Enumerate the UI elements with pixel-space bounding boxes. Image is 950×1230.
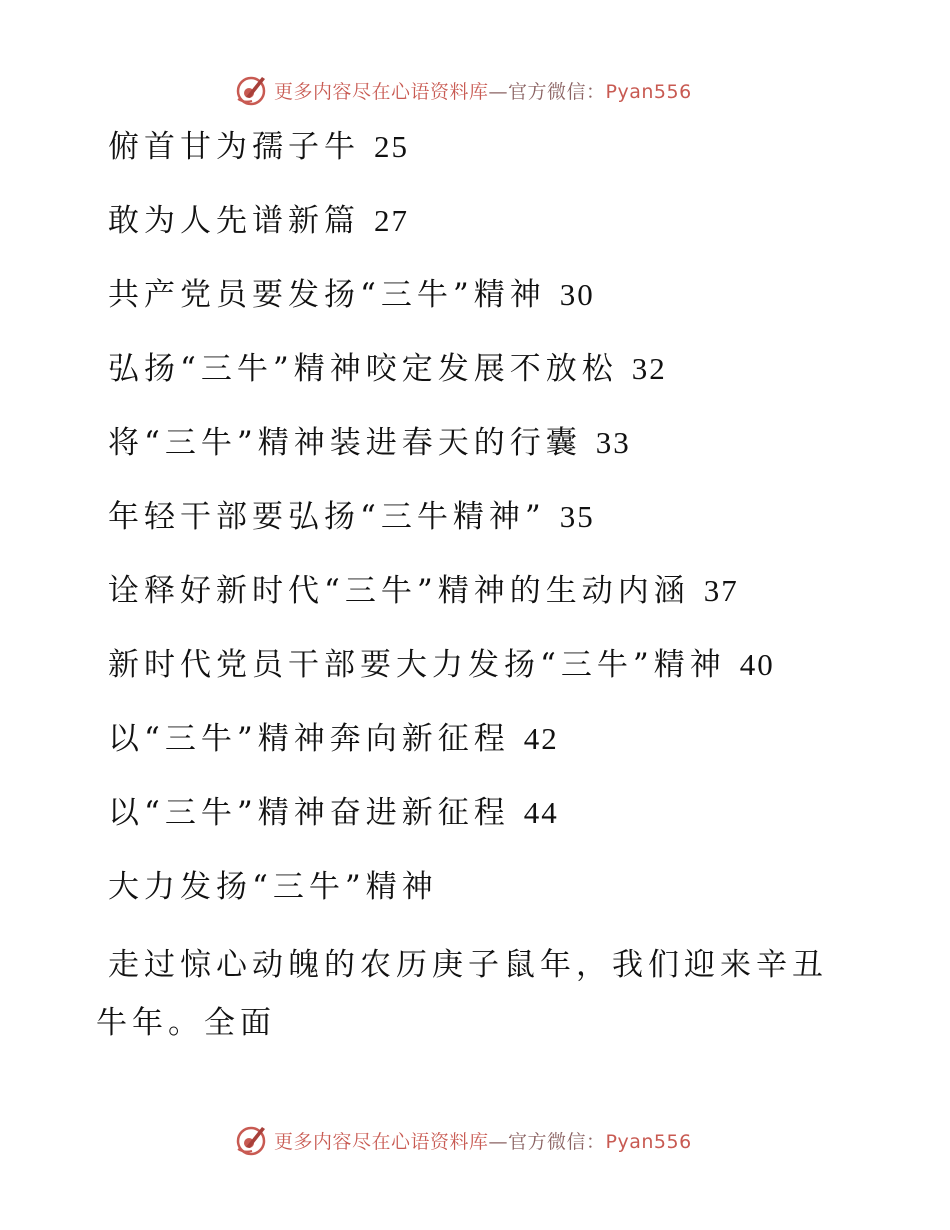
- toc-entry: [108, 786, 775, 860]
- toc-entry-page: 42: [523, 721, 559, 756]
- banner-dash: —: [488, 1130, 509, 1153]
- header-banner: [234, 72, 692, 108]
- banner-wechat-label: 官方微信：: [508, 80, 606, 103]
- toc-entry-title: 弘扬“三牛”精神咬定发展不放松: [108, 351, 618, 387]
- toc-entry-title: 共产党员要发扬“三牛”精神: [108, 277, 546, 313]
- toc-entry-title: 以“三牛”精神奋进新征程: [108, 795, 510, 831]
- toc-entry-page: 30: [559, 277, 595, 312]
- toc-entry: [108, 416, 775, 490]
- toc-entry-title: 年轻干部要弘扬“三牛精神”: [108, 499, 546, 535]
- toc-entry: [108, 638, 775, 712]
- toc-entry-page: 27: [374, 203, 409, 238]
- toc-entry-page: 32: [631, 351, 667, 386]
- toc-entry-page: 35: [559, 499, 595, 534]
- toc-entry: [108, 342, 775, 416]
- banner-dash: —: [488, 80, 509, 103]
- toc-entry-title: 将“三牛”精神装进春天的行囊: [108, 425, 582, 461]
- toc-entry-title: 敢为人先谱新篇: [108, 203, 360, 239]
- toc-entry: [108, 564, 775, 638]
- banner-site-name: 更多内容尽在心语资料库: [274, 80, 489, 103]
- toc-entry: [108, 490, 775, 564]
- banner-text: [274, 1127, 692, 1154]
- toc-entry: [108, 120, 775, 194]
- banner-site-name: 更多内容尽在心语资料库: [274, 1130, 489, 1153]
- table-of-contents: [108, 120, 775, 860]
- toc-entry-title: 新时代党员干部要大力发扬“三牛”精神: [108, 647, 726, 683]
- toc-entry-title: 诠释好新时代“三牛”精神的生动内涵: [108, 573, 690, 609]
- toc-entry: [108, 194, 775, 268]
- banner-wechat-id: Pyan556: [605, 80, 692, 103]
- toc-entry: [108, 268, 775, 342]
- banner-wechat-label: 官方微信：: [508, 1130, 606, 1153]
- toc-entry-title: 俯首甘为孺子牛: [108, 129, 360, 165]
- toc-entry-page: 37: [703, 573, 739, 608]
- banner-text: [274, 77, 692, 104]
- section-heading: 大力发扬“三牛”精神: [108, 869, 438, 905]
- quill-pen-logo-icon: [234, 73, 268, 107]
- footer-banner: [234, 1122, 692, 1158]
- toc-entry-page: 44: [523, 795, 559, 830]
- toc-entry-page: 25: [374, 129, 409, 164]
- toc-entry-page: 33: [595, 425, 631, 460]
- toc-entry-page: 40: [739, 647, 775, 682]
- quill-pen-logo-icon: [234, 1123, 268, 1157]
- toc-entry: [108, 712, 775, 786]
- body-paragraph: 走过惊心动魄的农历庚子鼠年，我们迎来辛丑牛年。全面: [96, 947, 828, 1041]
- toc-entry-title: 以“三牛”精神奔向新征程: [108, 721, 510, 757]
- banner-wechat-id: Pyan556: [605, 1130, 692, 1153]
